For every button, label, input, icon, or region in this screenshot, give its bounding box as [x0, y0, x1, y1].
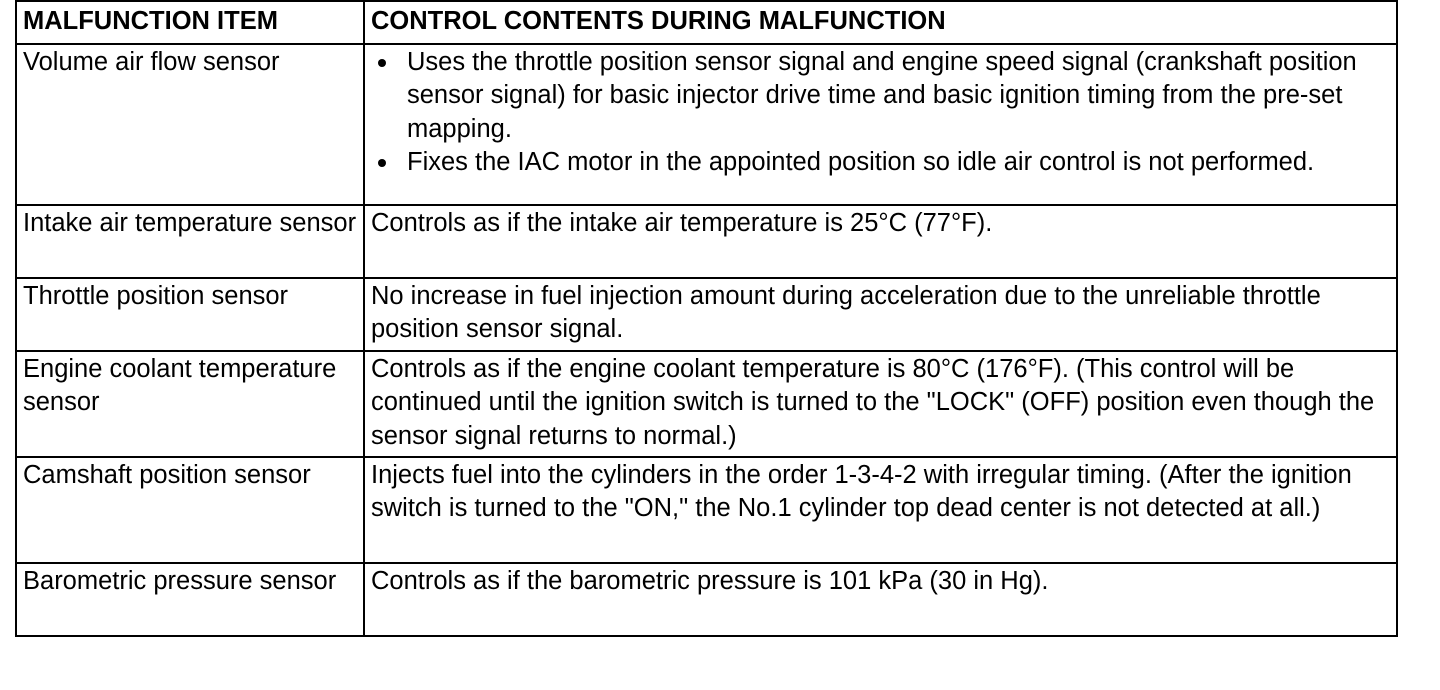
- control-contents-cell: Controls as if the intake air temperature is 25°C (77°F).: [364, 205, 1397, 278]
- malfunction-item-cell: Engine coolant temperature sensor: [16, 351, 364, 457]
- table-row: [16, 351, 1397, 457]
- bullet-icon: [378, 159, 386, 167]
- list-item: [407, 46, 1390, 147]
- control-contents-cell: Controls as if the engine coolant temperature is 80°C (176°F). (This control will be continued until the ignition switch is turned to the "LOCK" (OFF) position even though the sensor signal returns to normal.): [364, 351, 1397, 457]
- header-row: [16, 1, 1397, 44]
- header-control-contents: CONTROL CONTENTS DURING MALFUNCTION: [364, 1, 1397, 44]
- table-row: [16, 205, 1397, 278]
- table-row: [16, 457, 1397, 563]
- fail-safe-table: [15, 0, 1398, 637]
- bullet-text: Uses the throttle position sensor signal and engine speed signal (crankshaft position sensor signal) for basic injector drive time and basic ignition timing from the pre-set mapping.: [407, 47, 1357, 143]
- bullet-text: Fixes the IAC motor in the appointed position so idle air control is not performed.: [407, 148, 1315, 176]
- table-row: [16, 278, 1397, 351]
- malfunction-item-cell: Throttle position sensor: [16, 278, 364, 351]
- table-row: [16, 44, 1397, 205]
- table-row: [16, 563, 1397, 636]
- control-contents-cell: Injects fuel into the cylinders in the order 1-3-4-2 with irregular timing. (After the ignition switch is turned to the "ON," the No.1 cylinder top dead center is not detected at all.): [364, 457, 1397, 563]
- control-bullet-list: [371, 46, 1390, 180]
- list-item: [407, 146, 1390, 180]
- control-contents-cell: No increase in fuel injection amount during acceleration due to the unreliable throttle position sensor signal.: [364, 278, 1397, 351]
- malfunction-item-cell: Volume air flow sensor: [16, 44, 364, 205]
- malfunction-item-cell: Intake air temperature sensor: [16, 205, 364, 278]
- control-contents-cell: Controls as if the barometric pressure is 101 kPa (30 in Hg).: [364, 563, 1397, 636]
- bullet-icon: [378, 59, 386, 67]
- control-contents-cell: [364, 44, 1397, 205]
- malfunction-item-cell: Barometric pressure sensor: [16, 563, 364, 636]
- header-malfunction-item: MALFUNCTION ITEM: [16, 1, 364, 44]
- malfunction-item-cell: Camshaft position sensor: [16, 457, 364, 563]
